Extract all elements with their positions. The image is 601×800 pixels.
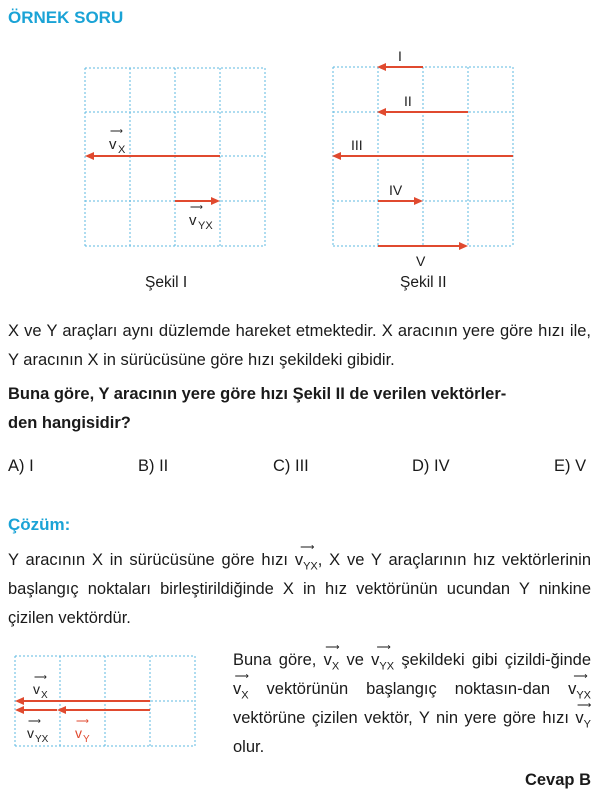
svg-text:⟶: ⟶	[76, 716, 89, 726]
svg-text:v: v	[27, 725, 34, 741]
svg-text:v: v	[189, 212, 197, 229]
svg-text:III: III	[351, 137, 363, 153]
svg-text:YX: YX	[35, 734, 49, 745]
vector-i	[377, 48, 423, 71]
option-c: C) III	[273, 457, 309, 475]
question-text: X ve Y araçları aynı düzlemde hareket etmektedir. X aracının yere göre hızı ile, Y aracının X in sürücüsüne göre hızı şekildeki gibidir.	[8, 322, 591, 369]
svg-text:⟶: ⟶	[110, 126, 123, 136]
svg-text:v: v	[109, 136, 117, 153]
vx-symbol: ⟶ $v_X$	[233, 671, 249, 702]
question-prompt-line-2: den hangisidir?	[8, 414, 131, 432]
solution-paragraph-1: Y aracının X in sürücüsüne göre hızı ⟶ $v_{YX}$, X ve Y araçlarının hız vektörlerinin başlangıç noktaları birleştirildiğinde X in hız vektörünün ucundan Y ninkine çizilen vektördür.	[8, 542, 592, 627]
svg-text:II: II	[404, 93, 412, 109]
vx-label	[109, 126, 126, 156]
svg-text:v: v	[75, 725, 82, 741]
svg-text:v: v	[33, 681, 40, 697]
vyx-label	[189, 202, 213, 232]
svg-text:⟶: ⟶	[28, 716, 41, 726]
svg-text:Y: Y	[83, 734, 90, 745]
vyx-symbol: ⟶ $v_{YX}$	[294, 542, 318, 573]
vyx-symbol: ⟶ $v_{YX}$	[371, 642, 395, 673]
vyx-label	[27, 716, 49, 745]
vyx-arrow	[57, 706, 150, 714]
svg-text:⟶: ⟶	[34, 672, 47, 682]
vx-arrow	[85, 152, 220, 160]
solution-figure	[10, 652, 200, 750]
section-title: ÖRNEK SORU	[8, 8, 124, 27]
vy-symbol: ⟶ $v_Y$	[575, 700, 591, 731]
figure-1-caption: Şekil I	[145, 274, 188, 291]
svg-text:⟶: ⟶	[190, 202, 203, 212]
svg-text:X: X	[118, 144, 126, 156]
option-e: E) V	[554, 457, 587, 475]
solution-paragraph-2: Buna göre, ⟶ $v_X$ ve ⟶ $v_{YX}$ şekildeki gibi çizildi-ğinde ⟶ $v_X$ vektörünün başlangıç noktasın-dan ⟶ $v_{YX}$ vektörüne çizilen vektör, Y nin yere göre hızı ⟶ $v_Y$ olur.	[233, 642, 592, 756]
answer-label: Cevap B	[524, 771, 591, 789]
svg-text:I: I	[398, 48, 402, 64]
svg-text:YX: YX	[198, 220, 213, 232]
option-b: B) II	[138, 457, 169, 475]
figure-2	[325, 45, 525, 255]
option-d: D) IV	[412, 457, 450, 475]
vector-iv	[378, 182, 423, 205]
vector-v-label: V	[416, 253, 426, 269]
vx-symbol: ⟶ $v_X$	[323, 642, 340, 673]
svg-text:IV: IV	[389, 182, 403, 198]
figure-1	[80, 62, 270, 252]
vy-label	[75, 716, 90, 745]
svg-text:X: X	[41, 690, 48, 701]
vx-label	[33, 672, 48, 701]
vyx-symbol: ⟶ $v_{YX}$	[568, 671, 591, 702]
vx-arrow	[15, 697, 150, 705]
option-a: A) I	[8, 457, 34, 475]
figure-2-caption: Şekil II	[400, 274, 447, 291]
solution-title: Çözüm:	[8, 515, 71, 534]
vy-arrow	[15, 706, 57, 714]
question-prompt-line-1: Buna göre, Y aracının yere göre hızı Şekil II de verilen vektörler-	[8, 385, 507, 403]
